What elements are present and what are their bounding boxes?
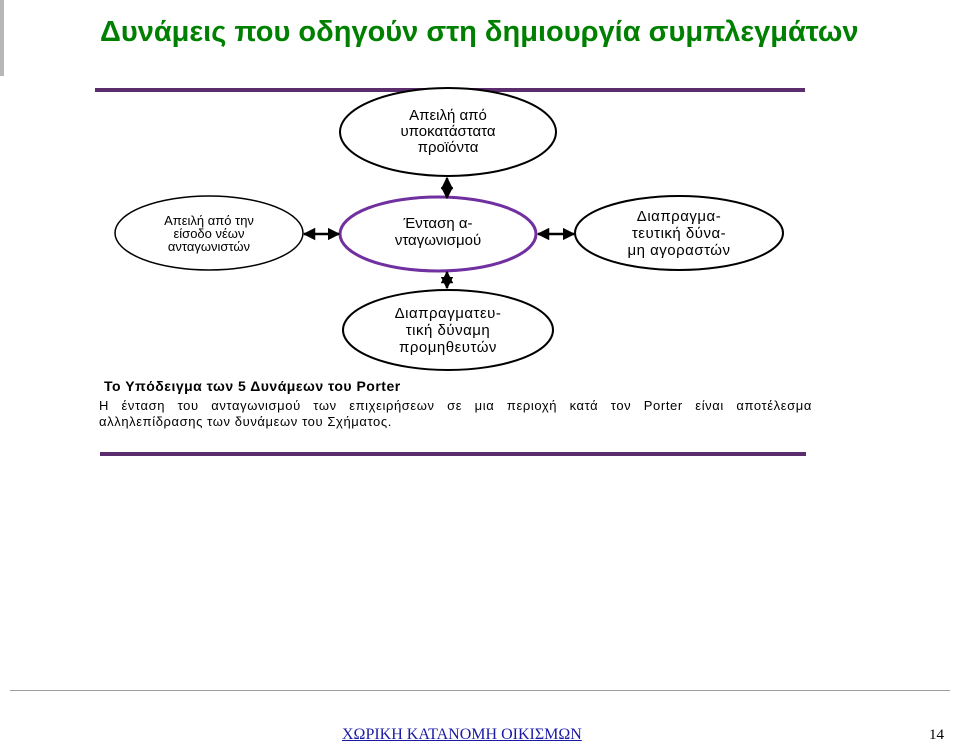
slide-title: Δυνάμεις που οδηγούν στη δημιουργία συμπλεγμάτων (100, 16, 859, 48)
node-buyers-label: Διαπραγμα- τευτική δύνα- μη αγοραστών (627, 207, 731, 259)
node-rivalry-label: Ένταση α- νταγωνισμού (394, 215, 482, 249)
caption-divider (100, 452, 806, 456)
page-number: 14 (929, 727, 944, 743)
footer-divider (10, 690, 950, 691)
node-substitutes-label: Απειλή από υποκατάστατα προϊόντα (400, 107, 496, 156)
node-suppliers-label: Διαπραγματευ- τική δύναμη προμηθευτών (394, 304, 502, 356)
figure-caption: Το Υπόδειγμα των 5 Δυνάμεων του Porter (104, 378, 401, 394)
footer-title: ΧΩΡΙΚΗ ΚΑΤΑΝΟΜΗ ΟΙΚΙΣΜΩΝ (342, 726, 582, 743)
figure-description: Η ένταση του ανταγωνισμού των επιχειρήσεων σε μια περιοχή κατά τον Porter είναι αποτέλεσμα αλληλεπίδρασης των δυνάμεων του Σχήματος. (99, 398, 812, 429)
node-new-entrants-label: Απειλή από την είσοδο νέων ανταγωνιστών (164, 212, 254, 254)
